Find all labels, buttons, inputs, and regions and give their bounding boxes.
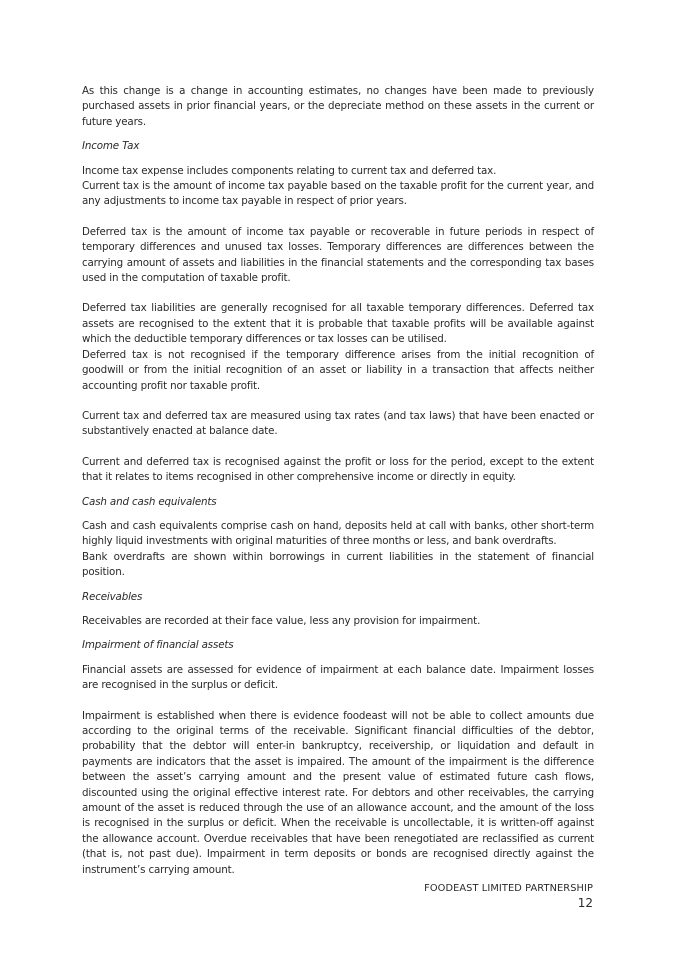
heading-receivables: Receivables xyxy=(82,590,143,603)
page-footer xyxy=(424,883,593,910)
heading-income-tax: Income Tax xyxy=(82,140,140,153)
paragraph-deferred-tax: Deferred tax is the amount of income tax payable or recoverable in future periods in respect of temporary differences and unused tax losses. Temporary differences are differences between the carrying amount of assets and liabilities in the financial statements and the corresponding tax bases used in the computation of taxable profit. xyxy=(82,225,594,285)
paragraph-tax-recognition: Current and deferred tax is recognised against the profit or loss for the period, except to the extent that it relates to items recognised in other comprehensive income or directly in equity. xyxy=(82,455,594,484)
paragraph-deferred-tax-liabilities: Deferred tax liabilities are generally recognised for all taxable temporary differences. Deferred tax assets are recognised to the extent that it is probable that taxable profits will be available against which the deductible temporary differences or tax losses can be utilised. xyxy=(82,302,594,346)
paragraph-tax-rates: Current tax and deferred tax are measured using tax rates (and tax laws) that have been enacted or substantively enacted at balance date. xyxy=(82,409,594,438)
paragraph-income-tax-expense: Income tax expense includes components relating to current tax and deferred tax. xyxy=(82,164,497,177)
paragraph-deferred-tax-not-recognised: Deferred tax is not recognised if the temporary difference arises from the initial recognition of goodwill or from the initial recognition of an asset or liability in a transaction that affects neither accounting profit nor taxable profit. xyxy=(82,348,594,392)
footer-company-name: FOODEAST LIMITED PARTNERSHIP xyxy=(424,883,593,894)
paragraph-impairment-assessment: Financial assets are assessed for evidence of impairment at each balance date. Impairment losses are recognised in the surplus or deficit. xyxy=(82,663,594,692)
heading-impairment: Impairment of financial assets xyxy=(82,639,234,652)
paragraph-cash-equivalents: Cash and cash equivalents comprise cash on hand, deposits held at call with banks, other short-term highly liquid investments with original maturities of three months or less, and bank overdrafts. xyxy=(82,519,594,548)
paragraph-impairment-established: Impairment is established when there is evidence foodeast will not be able to collect amounts due according to the original terms of the receivable. Significant financial difficulties of the debtor, probability that the debtor will enter-in bankruptcy, receivership, or liquidation and default in payments are indicators that the asset is impaired. The amount of the impairment is the difference between the asset’s carrying amount and the present value of estimated future cash flows, discounted using the original effective interest rate. For debtors and other receivables, the carrying amount of the asset is reduced through the use of an allowance account, and the amount of the loss is recognised in the surplus or deficit. When the receivable is uncollectable, it is written-off against the allowance account. Overdue receivables that have been renegotiated are reclassified as current (that is, not past due). Impairment in term deposits or bonds are recognised directly against the instrument’s carrying amount. xyxy=(82,709,594,876)
paragraph-bank-overdrafts: Bank overdrafts are shown within borrowings in current liabilities in the statement of financial position. xyxy=(82,550,594,579)
paragraph-current-tax: Current tax is the amount of income tax payable based on the taxable profit for the current year, and any adjustments to income tax payable in respect of prior years. xyxy=(82,180,594,208)
paragraph-receivables: Receivables are recorded at their face value, less any provision for impairment. xyxy=(82,614,481,627)
page-number: 12 xyxy=(577,896,593,910)
paragraph-accounting-estimates: As this change is a change in accounting estimates, no changes have been made to previously purchased assets in prior financial years, or the depreciate method on these assets in the current or future years. xyxy=(82,85,594,128)
heading-cash: Cash and cash equivalents xyxy=(82,495,217,508)
document-body xyxy=(82,84,594,878)
